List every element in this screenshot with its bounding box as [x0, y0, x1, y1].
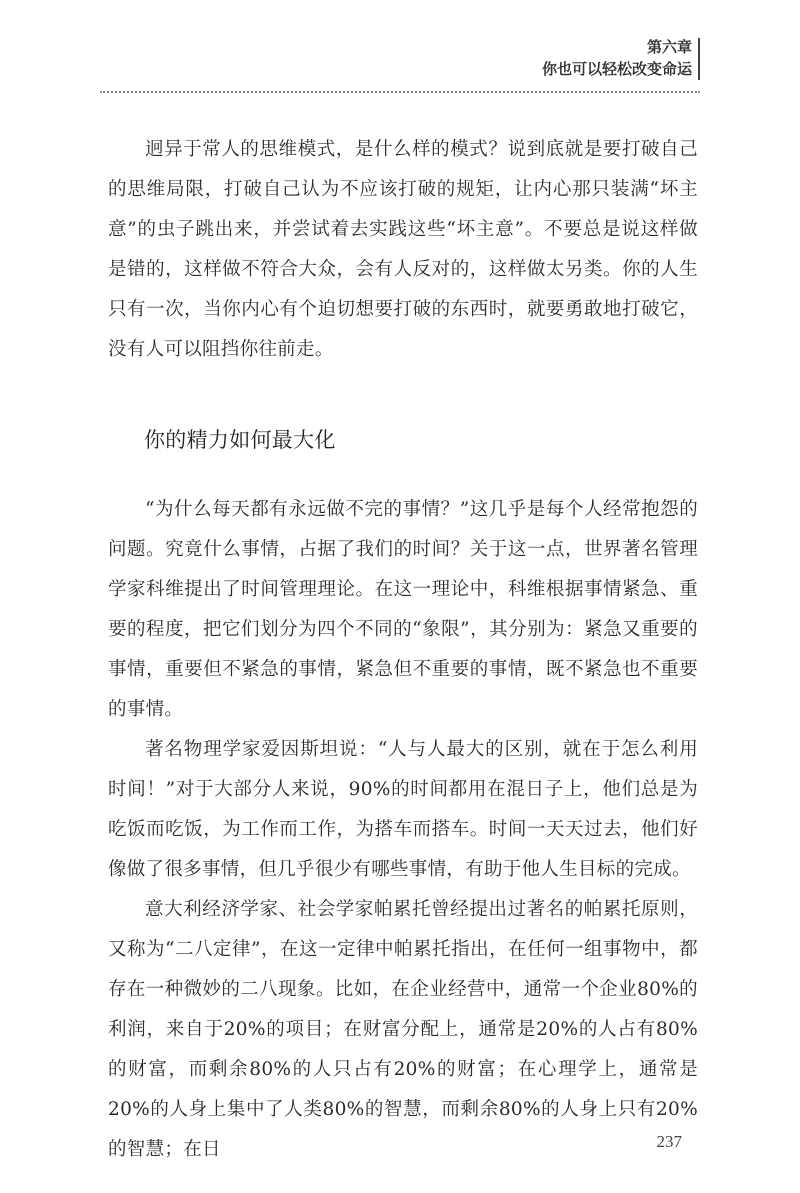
section-heading: 你的精力如何最大化	[144, 428, 336, 452]
body-paragraph: “为什么每天都有永远做不完的事情？”这几乎是每个人经常抱怨的问题。究竟什么事情，占据了我们的时间？关于这一点，世界著名管理学家科维提出了时间管理理论。在这一理论中，科维根据事情紧急、重要的程度，把它们划分为四个不同的“象限”，其分别为：紧急又重要的事情，重要但不紧急的事情，紧急但不重要的事情，既不紧急也不重要的事情。	[108, 499, 698, 720]
page-body	[108, 130, 698, 1170]
header-dotted-rule	[100, 91, 700, 93]
chapter-number: 第六章	[646, 38, 692, 56]
body-paragraph: 迥异于常人的思维模式，是什么样的模式？说到底就是要打破自己的思维局限，打破自己认为不应该打破的规矩，让内心那只装满“坏主意”的虫子跳出来，并尝试着去实践这些“坏主意”。不要总是说这样做是错的，这样做不符合大众，会有人反对的，这样做太另类。你的人生只有一次，当你内心有个迫切想要打破的东西时，就要勇敢地打破它，没有人可以阻挡你往前走。	[108, 139, 698, 360]
chapter-title: 你也可以轻松改变命运	[541, 60, 692, 78]
header-vertical-bar	[698, 38, 700, 80]
running-header	[542, 36, 692, 80]
body-paragraph: 意大利经济学家、社会学家帕累托曾经提出过著名的帕累托原则，又称为“二八定律”，在这一定律中帕累托指出，在任何一组事物中，都存在一种微妙的二八现象。比如，在企业经营中，通常一个企业80%的利润，来自于20%的项目；在财富分配上，通常是20%的人占有80%的财富，而剩余80%的人只占有20%的财富；在心理学上，通常是20%的人身上集中了人类80%的智慧，而剩余80%的人身上只有20%的智慧；在日	[108, 899, 698, 1160]
page-number: 237	[656, 1132, 682, 1151]
body-paragraph: 著名物理学家爱因斯坦说：“人与人最大的区别，就在于怎么利用时间！”对于大部分人来说，90%的时间都用在混日子上，他们总是为吃饭而吃饭，为工作而工作，为搭车而搭车。时间一天天过去，他们好像做了很多事情，但几乎很少有哪些事情，有助于他人生目标的完成。	[108, 739, 698, 880]
